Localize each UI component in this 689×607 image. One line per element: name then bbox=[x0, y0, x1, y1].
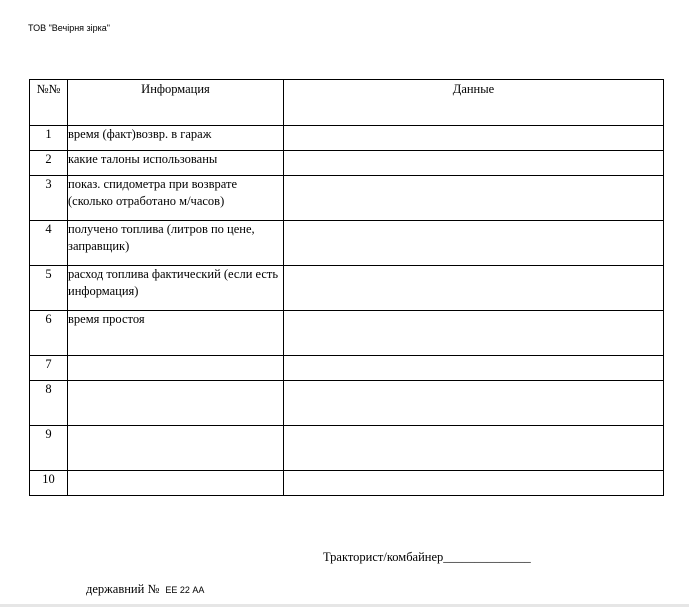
row-number: 9 bbox=[30, 426, 68, 471]
signature-line: Тракторист/комбайнер______________ bbox=[323, 550, 531, 564]
table-row bbox=[30, 266, 664, 311]
row-number: 4 bbox=[30, 221, 68, 266]
row-data-cell[interactable] bbox=[284, 176, 664, 221]
row-number: 5 bbox=[30, 266, 68, 311]
table-row bbox=[30, 356, 664, 381]
row-number: 8 bbox=[30, 381, 68, 426]
row-data-cell[interactable] bbox=[284, 151, 664, 176]
row-number: 7 bbox=[30, 356, 68, 381]
table-row bbox=[30, 471, 664, 496]
row-info[interactable] bbox=[68, 381, 284, 426]
row-info[interactable] bbox=[68, 356, 284, 381]
header-number: №№ bbox=[30, 80, 68, 126]
table-row bbox=[30, 311, 664, 356]
plate-value: ЕЕ 22 АА bbox=[165, 585, 205, 595]
table-row bbox=[30, 221, 664, 266]
table-row bbox=[30, 151, 664, 176]
info-table bbox=[29, 79, 664, 496]
table-header-row bbox=[30, 80, 664, 126]
row-info[interactable] bbox=[68, 426, 284, 471]
row-number: 2 bbox=[30, 151, 68, 176]
plate-label: державний № bbox=[86, 582, 160, 596]
row-number: 6 bbox=[30, 311, 68, 356]
table-row bbox=[30, 381, 664, 426]
row-info: какие талоны использованы bbox=[68, 151, 284, 176]
header-info: Информация bbox=[68, 80, 284, 126]
row-data-cell[interactable] bbox=[284, 471, 664, 496]
row-data-cell[interactable] bbox=[284, 266, 664, 311]
row-info: показ. спидометра при возврате (сколько отработано м/часов) bbox=[68, 176, 284, 221]
row-data-cell[interactable] bbox=[284, 311, 664, 356]
plate-number bbox=[86, 582, 204, 597]
row-info: время простоя bbox=[68, 311, 284, 356]
company-name: ТОВ "Вечірня зірка" bbox=[28, 23, 111, 33]
row-info: расход топлива фактический (если есть информация) bbox=[68, 266, 284, 311]
table-row bbox=[30, 126, 664, 151]
table-row bbox=[30, 176, 664, 221]
row-number: 10 bbox=[30, 471, 68, 496]
row-data-cell[interactable] bbox=[284, 426, 664, 471]
row-data-cell[interactable] bbox=[284, 221, 664, 266]
row-data-cell[interactable] bbox=[284, 356, 664, 381]
row-info[interactable] bbox=[68, 471, 284, 496]
row-info: получено топлива (литров по цене, заправщик) bbox=[68, 221, 284, 266]
row-info: время (факт)возвр. в гараж bbox=[68, 126, 284, 151]
row-data-cell[interactable] bbox=[284, 381, 664, 426]
header-data: Данные bbox=[284, 80, 664, 126]
row-data-cell[interactable] bbox=[284, 126, 664, 151]
table-row bbox=[30, 426, 664, 471]
row-number: 1 bbox=[30, 126, 68, 151]
row-number: 3 bbox=[30, 176, 68, 221]
